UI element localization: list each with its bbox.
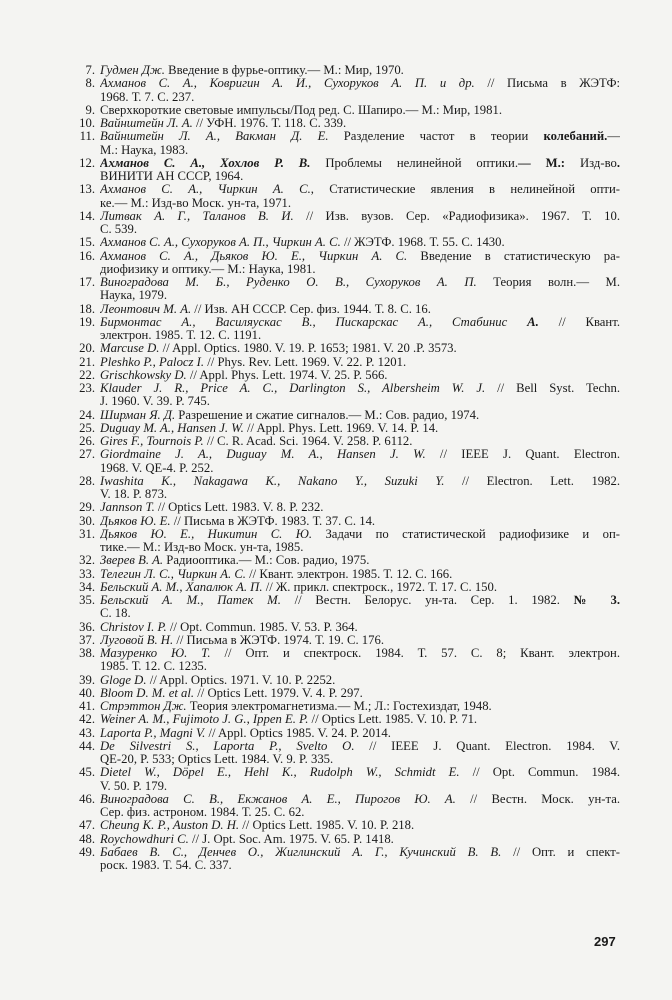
reference-text	[100, 634, 620, 647]
reference-number: 45.	[79, 765, 95, 780]
page-number: 297	[594, 934, 616, 949]
reference-number: 27.	[79, 447, 95, 462]
reference-line: Литвак А. Г., Таланов В. И. // Изв. вузов. Сер. «Радиофизика». 1967. Т. 10.	[100, 209, 620, 223]
reference-line: Телегин Л. С., Чиркин А. С. // Квант. электрон. 1985. Т. 12. С. 166.	[100, 567, 453, 581]
reference-line: Gloge D. // Appl. Optics. 1971. V. 10. P. 2252.	[100, 673, 336, 687]
reference-item	[58, 713, 620, 726]
reference-item	[58, 833, 620, 846]
reference-item	[58, 382, 620, 409]
reference-text	[100, 727, 620, 740]
reference-item	[58, 581, 620, 594]
reference-number: 7.	[85, 63, 95, 77]
reference-line: С. 539.	[100, 223, 138, 236]
reference-line: Вайнштейн Л. А. // УФН. 1976. Т. 118. С. 339.	[100, 117, 347, 130]
reference-item	[58, 117, 620, 130]
reference-item	[58, 819, 620, 832]
reference-line: Дьяков Ю. Е., Никитин С. Ю. Задачи по статистической радиофизике и оп-	[100, 527, 620, 541]
reference-text	[100, 382, 620, 409]
reference-line: Леонтович М. А. // Изв. АН СССР. Сер. физ. 1944. Т. 8. С. 16.	[100, 302, 431, 316]
reference-text	[100, 448, 620, 475]
reference-line: электрон. 1985. Т. 12. С. 1191.	[100, 329, 262, 342]
reference-line: QE-20, P. 533; Optics Lett. 1984. V. 9. P. 335.	[100, 753, 334, 766]
reference-line: Бирмонтас А., Василяускас В., Пискарскас А., Стабинис А. // Квант.	[100, 315, 620, 329]
reference-text	[100, 501, 620, 514]
reference-line: Виноградова С. В., Екжанов А. Е., Пирогов Ю. А. // Вестн. Моск. ун-та.	[100, 792, 620, 806]
reference-item	[58, 64, 620, 77]
reference-item	[58, 674, 620, 687]
reference-text	[100, 236, 620, 249]
reference-number: 41.	[79, 699, 95, 713]
reference-item	[58, 316, 620, 343]
reference-number: 49.	[79, 844, 95, 859]
reference-number: 14.	[79, 208, 95, 223]
reference-line: Klauder J. R., Price A. C., Darlington S., Albersheim W. J. // Bell Syst. Techn.	[100, 382, 620, 395]
reference-line: Луговой В. Н. // Письма в ЖЭТФ. 1974. Т. 19. С. 176.	[100, 633, 384, 647]
reference-number: 42.	[79, 712, 95, 727]
reference-line: тике.— М.: Изд-во Моск. ун-та, 1985.	[100, 541, 304, 554]
reference-number: 32.	[79, 553, 95, 568]
reference-text	[100, 104, 620, 117]
reference-line: Дьяков Ю. Е. // Письма в ЖЭТФ. 1983. Т. 37. С. 14.	[100, 514, 376, 528]
reference-text	[100, 554, 620, 567]
reference-text	[100, 183, 620, 210]
reference-item	[58, 104, 620, 117]
reference-text	[100, 303, 620, 316]
reference-text	[100, 713, 620, 726]
reference-number: 46.	[79, 791, 95, 806]
reference-text	[100, 316, 620, 343]
reference-line: Ширман Я. Д. Разрешение и сжатие сигналов.— М.: Сов. радио, 1974.	[100, 408, 480, 422]
reference-item	[58, 369, 620, 382]
reference-item	[58, 554, 620, 567]
reference-item	[58, 356, 620, 369]
reference-text	[100, 528, 620, 555]
reference-item	[58, 766, 620, 793]
reference-line: Christov I. P. // Opt. Commun. 1985. V. 53. P. 364.	[100, 620, 358, 634]
reference-number: 38.	[79, 646, 95, 660]
reference-number: 31.	[79, 526, 95, 541]
reference-number: 22.	[79, 367, 95, 382]
reference-line: Ахманов С. А., Хохлов Р. В. Проблемы нелинейной оптики.— М.: Изд-во.	[100, 156, 620, 170]
reference-text	[100, 819, 620, 832]
reference-line: Laporta P., Magni V. // Appl. Optics 1985. V. 24. P. 2014.	[100, 726, 391, 740]
reference-text	[100, 700, 620, 713]
reference-line: Бельский А. М., Хапалюк А. П. // Ж. прикл. спектроск., 1972. Т. 17. С. 150.	[100, 580, 498, 594]
reference-item	[58, 700, 620, 713]
reference-text	[100, 117, 620, 130]
reference-item	[58, 422, 620, 435]
reference-item	[58, 568, 620, 581]
reference-text	[100, 674, 620, 687]
reference-number: 39.	[79, 672, 95, 687]
reference-line: ке.— М.: Изд-во Моск. ун-та, 1971.	[100, 196, 292, 210]
reference-text	[100, 276, 620, 303]
reference-number: 35.	[79, 593, 95, 607]
reference-line: Roychowdhuri C. // J. Opt. Soc. Am. 1975. V. 65. P. 1418.	[100, 832, 394, 846]
reference-number: 44.	[79, 738, 95, 753]
reference-item	[58, 236, 620, 249]
reference-text	[100, 766, 620, 793]
reference-text	[100, 475, 620, 502]
reference-line: диофизику и оптику.— М.: Наука, 1981.	[100, 262, 316, 276]
reference-line: Weiner A. M., Fujimoto J. G., Ippen E. P. // Optics Lett. 1985. V. 10. P. 71.	[100, 713, 478, 727]
reference-item	[58, 621, 620, 634]
reference-line: Cheung K. P., Auston D. H. // Optics Lett. 1985. V. 10. P. 218.	[100, 819, 415, 833]
reference-text	[100, 740, 620, 767]
reference-line: Виноградова М. Б., Руденко О. В., Сухоруков А. П. Теория волн.— М.	[100, 276, 620, 289]
reference-line: Ахманов С. А., Дьяков Ю. Е., Чиркин А. С. Введение в статистическую ра-	[100, 249, 620, 263]
reference-number: 13.	[79, 182, 95, 197]
reference-text	[100, 369, 620, 382]
reference-line: 1968. V. QE-4. P. 252.	[100, 461, 214, 475]
reference-line: V. 18. P. 873.	[100, 488, 168, 501]
reference-line: Зверев В. А. Радиооптика.— М.: Сов. радио, 1975.	[100, 554, 370, 568]
reference-item	[58, 634, 620, 647]
reference-number: 40.	[79, 685, 95, 700]
reference-item	[58, 342, 620, 355]
reference-number: 29.	[79, 500, 95, 515]
reference-line: Мазуренко Ю. Т. // Опт. и спектроск. 1984. Т. 57. С. 8; Квант. электрон.	[100, 647, 620, 660]
reference-line: 1985. Т. 12. С. 1235.	[100, 660, 207, 674]
reference-number: 48.	[79, 831, 95, 846]
reference-line: Giordmaine J. A., Duguay M. A., Hansen J. W. // IEEE J. Quant. Electron.	[100, 448, 620, 462]
reference-line: Вайнштейн Л. А., Вакман Д. Е. Разделение частот в теории колебаний.—	[100, 130, 620, 144]
reference-line: De Silvestri S., Laporta P., Svelto O. // IEEE J. Quant. Electron. 1984. V.	[100, 739, 620, 753]
reference-line: М.: Наука, 1983.	[100, 143, 189, 157]
reference-number: 16.	[79, 248, 95, 263]
reference-number: 23.	[79, 381, 95, 395]
reference-number: 19.	[79, 314, 95, 329]
reference-line: ВИНИТИ АН СССР, 1964.	[100, 170, 244, 183]
reference-text	[100, 515, 620, 528]
reference-item	[58, 793, 620, 820]
reference-item	[58, 157, 620, 184]
reference-item	[58, 740, 620, 767]
reference-number: 9.	[85, 102, 95, 117]
reference-text	[100, 342, 620, 355]
reference-number: 24.	[79, 407, 95, 422]
reference-text	[100, 157, 620, 184]
reference-line: роск. 1983. Т. 54. С. 337.	[100, 859, 232, 872]
reference-item	[58, 276, 620, 303]
reference-line: Marcuse D. // Appl. Optics. 1980. V. 19. P. 1653; 1981. V. 20 .P. 3573.	[100, 342, 457, 356]
reference-number: 37.	[79, 632, 95, 647]
reference-line: Ахманов С. А., Чиркин А. С., Статистические явления в нелинейной опти-	[100, 183, 620, 197]
reference-line: Стрэттон Дж. Теория электромагнетизма.— М.; Л.: Гостехиздат, 1948.	[100, 700, 492, 713]
reference-text	[100, 77, 620, 104]
reference-line: Сер. физ. астроном. 1984. Т. 25. С. 62.	[100, 806, 305, 819]
reference-text	[100, 356, 620, 369]
reference-line: Сверхкороткие световые импульсы/Под ред. С. Шапиро.— М.: Мир, 1981.	[100, 103, 502, 117]
reference-text	[100, 435, 620, 448]
reference-item	[58, 475, 620, 502]
reference-line: Grischkowsky D. // Appl. Phys. Lett. 1974. V. 25. P. 566.	[100, 368, 388, 382]
reference-item	[58, 130, 620, 157]
reference-item	[58, 183, 620, 210]
reference-line: Pleshko P., Palocz I. // Phys. Rev. Lett. 1969. V. 22. P. 1201.	[100, 355, 407, 369]
reference-text	[100, 250, 620, 277]
reference-number: 47.	[79, 818, 95, 833]
reference-text	[100, 833, 620, 846]
reference-line: V. 50. P. 179.	[100, 779, 168, 793]
reference-item	[58, 435, 620, 448]
reference-item	[58, 250, 620, 277]
reference-item	[58, 77, 620, 104]
reference-item	[58, 501, 620, 514]
reference-item	[58, 303, 620, 316]
reference-number: 10.	[79, 116, 95, 130]
reference-list	[58, 64, 620, 872]
reference-text	[100, 64, 620, 77]
reference-line: Bloom D. M. et al. // Optics Lett. 1979. V. 4. P. 297.	[100, 686, 363, 700]
reference-number: 17.	[79, 275, 95, 289]
reference-item	[58, 594, 620, 621]
reference-text	[100, 568, 620, 581]
reference-line: J. 1960. V. 39. P. 745.	[100, 395, 210, 409]
reference-text	[100, 581, 620, 594]
reference-item	[58, 687, 620, 700]
reference-text	[100, 846, 620, 873]
reference-number: 8.	[85, 76, 95, 91]
reference-number: 15.	[79, 235, 95, 250]
reference-number: 33.	[79, 566, 95, 581]
reference-text	[100, 594, 620, 621]
reference-line: Gires F., Tournois P. // C. R. Acad. Sci. 1964. V. 258. P. 6112.	[100, 435, 413, 448]
reference-item	[58, 448, 620, 475]
reference-text	[100, 647, 620, 674]
reference-text	[100, 409, 620, 422]
reference-number: 11.	[79, 129, 95, 144]
reference-text	[100, 210, 620, 237]
reference-line: 1968. Т. 7. С. 237.	[100, 90, 195, 104]
reference-number: 43.	[79, 725, 95, 740]
reference-item	[58, 528, 620, 555]
reference-line: Dietel W., Döpel E., Hehl K., Rudolph W., Schmidt E. // Opt. Commun. 1984.	[100, 766, 620, 780]
reference-number: 18.	[79, 301, 95, 316]
reference-number: 30.	[79, 513, 95, 528]
reference-line: Гудмен Дж. Введение в фурье-оптику.— М.: Мир, 1970.	[100, 64, 404, 77]
reference-line: Ахманов С. А., Ковригин А. И., Сухоруков А. П. и др. // Письма в ЖЭТФ:	[100, 77, 620, 91]
reference-line: Бабаев В. С., Денчев О., Жиглинский А. Г., Кучинский В. В. // Опт. и спект-	[100, 845, 620, 859]
reference-text	[100, 793, 620, 820]
reference-line: Duguay M. A., Hansen J. W. // Appl. Phys. Lett. 1969. V. 14. P. 14.	[100, 421, 439, 435]
reference-text	[100, 422, 620, 435]
reference-number: 21.	[79, 354, 95, 369]
reference-text	[100, 687, 620, 700]
reference-item	[58, 409, 620, 422]
reference-number: 26.	[79, 434, 95, 448]
reference-line: С. 18.	[100, 607, 131, 621]
reference-number: 25.	[79, 420, 95, 435]
reference-item	[58, 846, 620, 873]
reference-number: 36.	[79, 619, 95, 634]
reference-line: Бельский А. М., Патек М. // Вестн. Белорус. ун-та. Сер. 1. 1982. № 3.	[100, 594, 620, 607]
reference-item	[58, 210, 620, 237]
reference-item	[58, 727, 620, 740]
reference-number: 12.	[79, 155, 95, 170]
reference-line: Iwashita K., Nakagawa K., Nakano Y., Suzuki Y. // Electron. Lett. 1982.	[100, 474, 620, 488]
reference-text	[100, 130, 620, 157]
reference-item	[58, 647, 620, 674]
reference-line: Наука, 1979.	[100, 289, 167, 303]
reference-line: Jannson T. // Optics Lett. 1983. V. 8. P. 232.	[100, 501, 324, 515]
reference-line: Ахманов С. А., Сухоруков А. П., Чиркин А. С. // ЖЭТФ. 1968. Т. 55. С. 1430.	[100, 236, 505, 250]
reference-text	[100, 621, 620, 634]
reference-number: 28.	[79, 473, 95, 488]
reference-number: 20.	[79, 341, 95, 356]
reference-number: 34.	[79, 579, 95, 594]
reference-item	[58, 515, 620, 528]
